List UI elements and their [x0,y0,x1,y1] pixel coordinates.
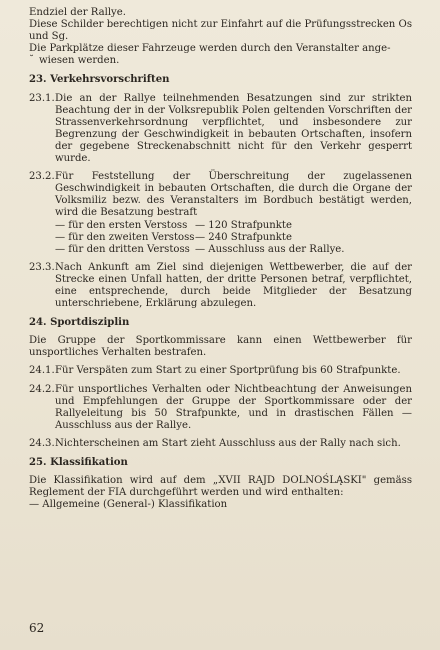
intro-line-3: Die Parkplätze dieser Fahrzeuge werden durch den Veranstalter ange- [29,43,391,55]
paragraph-number: 24.1. [29,365,55,377]
intro-line-4 [29,55,412,67]
penalty-points: — Ausschluss aus der Rallye. [195,243,345,255]
penalty-row [55,232,412,244]
penalty-offense: — für den ersten Verstoss [55,219,188,231]
paragraph-24-3 [29,438,412,450]
paragraph-23-2 [29,171,412,256]
paragraph-text: Nach Ankunft am Ziel sind diejenigen Wettbewerber, die auf der Strecke einen Unfall hatten, der dritte Personen betraf, verpflichtet, eine entsprechende, durch beide Mitglieder der Besatzung unterschriebene, Erklärung abzulegen. [55,261,412,310]
intro-line-1: Endziel der Rallye. [29,7,126,18]
section-24-heading: 24. Sportdisziplin [29,317,130,329]
section-25-heading: 25. Klassifikation [29,457,128,468]
penalty-row [55,220,412,232]
section-24-intro: Die Gruppe der Sportkommissare kann einen Wettbewerber für unsportliches Verhalten bestrafen. [29,335,412,359]
paragraph-number: 23.3. [29,261,55,273]
penalty-list [55,220,412,256]
penalty-points: — 240 Strafpunkte [195,231,292,243]
paragraph-24-1 [29,365,412,377]
paragraph-23-1 [29,93,412,166]
paragraph-number: 23.1. [29,92,55,104]
handwritten-tick-mark: ˘ [29,55,35,67]
page-number: 62 [29,620,45,635]
intro-line-4-text: wiesen werden. [39,55,120,67]
section-23-heading: 23. Verkehrsvorschriften [29,74,170,86]
paragraph-text: Für unsportliches Verhalten oder Nichtbeachtung der Anweisungen und Empfehlungen der Gruppe der Sportkommissare oder der Rallyeleitung bis 50 Strafpunkte, und in drastischen Fällen — Ausschluss aus der Rallye. [55,383,412,431]
paragraph-text: Die an der Rallye teilnehmenden Besatzungen sind zur strikten Beachtung der in der Volksrepublik Polen geltenden Vorschriften der Strassenverkehrsordnung verpflichtet, und insbesondere zur Begrenzung der Geschwindigkeit in bebauten Ortschaften, insofern der gegebene Streckenabschnitt nicht für den Verkehr gesperrt wurde. [55,92,412,165]
paragraph-text: Nichterscheinen am Start zieht Ausschluss aus der Rally nach sich. [55,437,401,449]
section-25-item-1: — Allgemeine (General-) Klassifikation [29,499,228,511]
paragraph-number: 23.2. [29,171,55,183]
penalty-offense: — für den zweiten Verstoss [55,231,195,243]
paragraph-number: 24.3. [29,437,55,449]
paragraph-text: Für Feststellung der Überschreitung der zugelassenen Geschwindigkeit in bebauten Ortschaften, die durch die Organe der Volksmiliz bezw. des Veranstalters im Bordbuch bestätigt werden, wird die Besatzung bestraft [55,171,412,219]
paragraph-23-3 [29,262,412,310]
penalty-offense: — für den dritten Verstoss [55,243,190,255]
paragraph-number: 24.2. [29,383,55,395]
section-25-text: Die Klassifikation wird auf dem „XVII RAJD DOLNOŚLĄSKI" gemäss Reglement der FIA durchgeführt werden und wird enthalten: [29,475,412,499]
paragraph-text: Für Verspäten zum Start zu einer Sportprüfung bis 60 Strafpunkte. [55,365,401,377]
paragraph-24-2 [29,384,412,432]
penalty-row [55,244,412,256]
penalty-points: — 120 Strafpunkte [195,219,292,231]
intro-line-2: Diese Schilder berechtigen nicht zur Einfahrt auf die Prüfungsstrecken Os und Sg. [29,19,412,43]
